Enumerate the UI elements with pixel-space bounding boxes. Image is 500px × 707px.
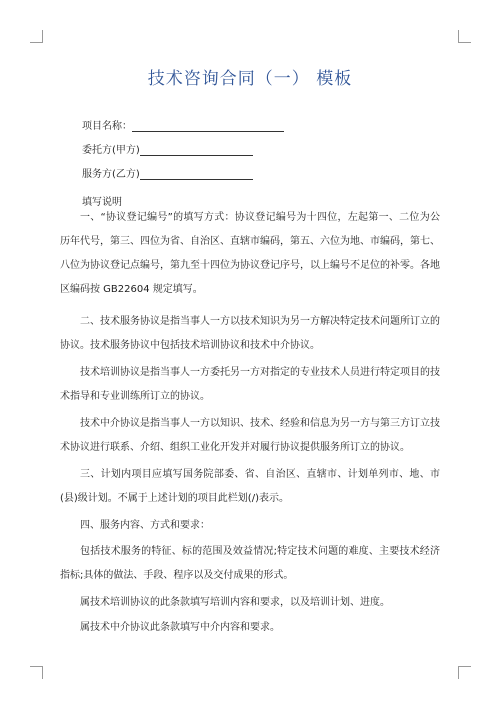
provider-blank[interactable] [140, 168, 253, 180]
provider-field [82, 165, 253, 180]
paragraph-service-agreement: 二、技术服务协议是指当事人一方以技术知识为另一方解决特定技术问题所订立的协议。技术服务协议中包括技术培训协议和技术中介协议。 [60, 316, 440, 351]
paragraph-registration-number: 一、“协议登记编号”的填写方式：协议登记编号为十四位，左起第一、二位为公历年代号，第三、四位为省、自治区、直辖市编码，第五、六位为地、市编码，第七、八位为协议登记点编号，第九至十四位为协议登记序号，以上编号不足位的补零。各地区编码按 GB22604 规定填写。 [60, 212, 440, 295]
project-name-label: 项目名称： [82, 121, 132, 132]
paragraph-intermediary-clause: 属技术中介协议此条款填写中介内容和要求。 [80, 622, 280, 633]
paragraph-service-content-heading: 四、服务内容、方式和要求： [80, 520, 210, 531]
page-corner-mark-bottom-right [458, 666, 471, 679]
page-corner-mark-top-right [458, 30, 471, 43]
client-blank[interactable] [140, 144, 253, 156]
paragraph-training-clause: 属技术培训协议的此条款填写培训内容和要求，以及培训计划、进度。 [80, 597, 390, 608]
document-title: 技术咨询合同（一） 模板 [147, 69, 353, 89]
paragraph-intermediary-agreement: 技术中介协议是指当事人一方以知识、技术、经验和信息为另一方与第三方订立技术协议进行联系、介绍、组织工业化开发并对履行协议提供服务所订立的协议。 [60, 418, 440, 453]
client-label: 委托方(甲方) [82, 145, 140, 156]
page-corner-mark-top-left [30, 30, 43, 43]
project-name-field [82, 117, 284, 132]
paragraph-service-characteristics: 包括技术服务的特征、标的范围及效益情况;特定技术问题的难度、主要技术经济指标;具体的做法、手段、程序以及交付成果的形式。 [60, 546, 440, 581]
project-name-blank[interactable] [132, 120, 284, 132]
paragraph-training-agreement: 技术培训协议是指当事人一方委托另一方对指定的专业技术人员进行特定项目的技术指导和专业训练所订立的协议。 [60, 367, 440, 402]
paragraph-planned-projects: 三、计划内项目应填写国务院部委、省、自治区、直辖市、计划单列市、地、市(县)级计划。不属于上述计划的项目此栏划(/)表示。 [60, 469, 440, 504]
provider-label: 服务方(乙方) [82, 169, 140, 180]
client-field [82, 141, 253, 156]
fill-instructions-heading: 填写说明 [82, 197, 122, 208]
page-corner-mark-bottom-left [30, 666, 43, 679]
